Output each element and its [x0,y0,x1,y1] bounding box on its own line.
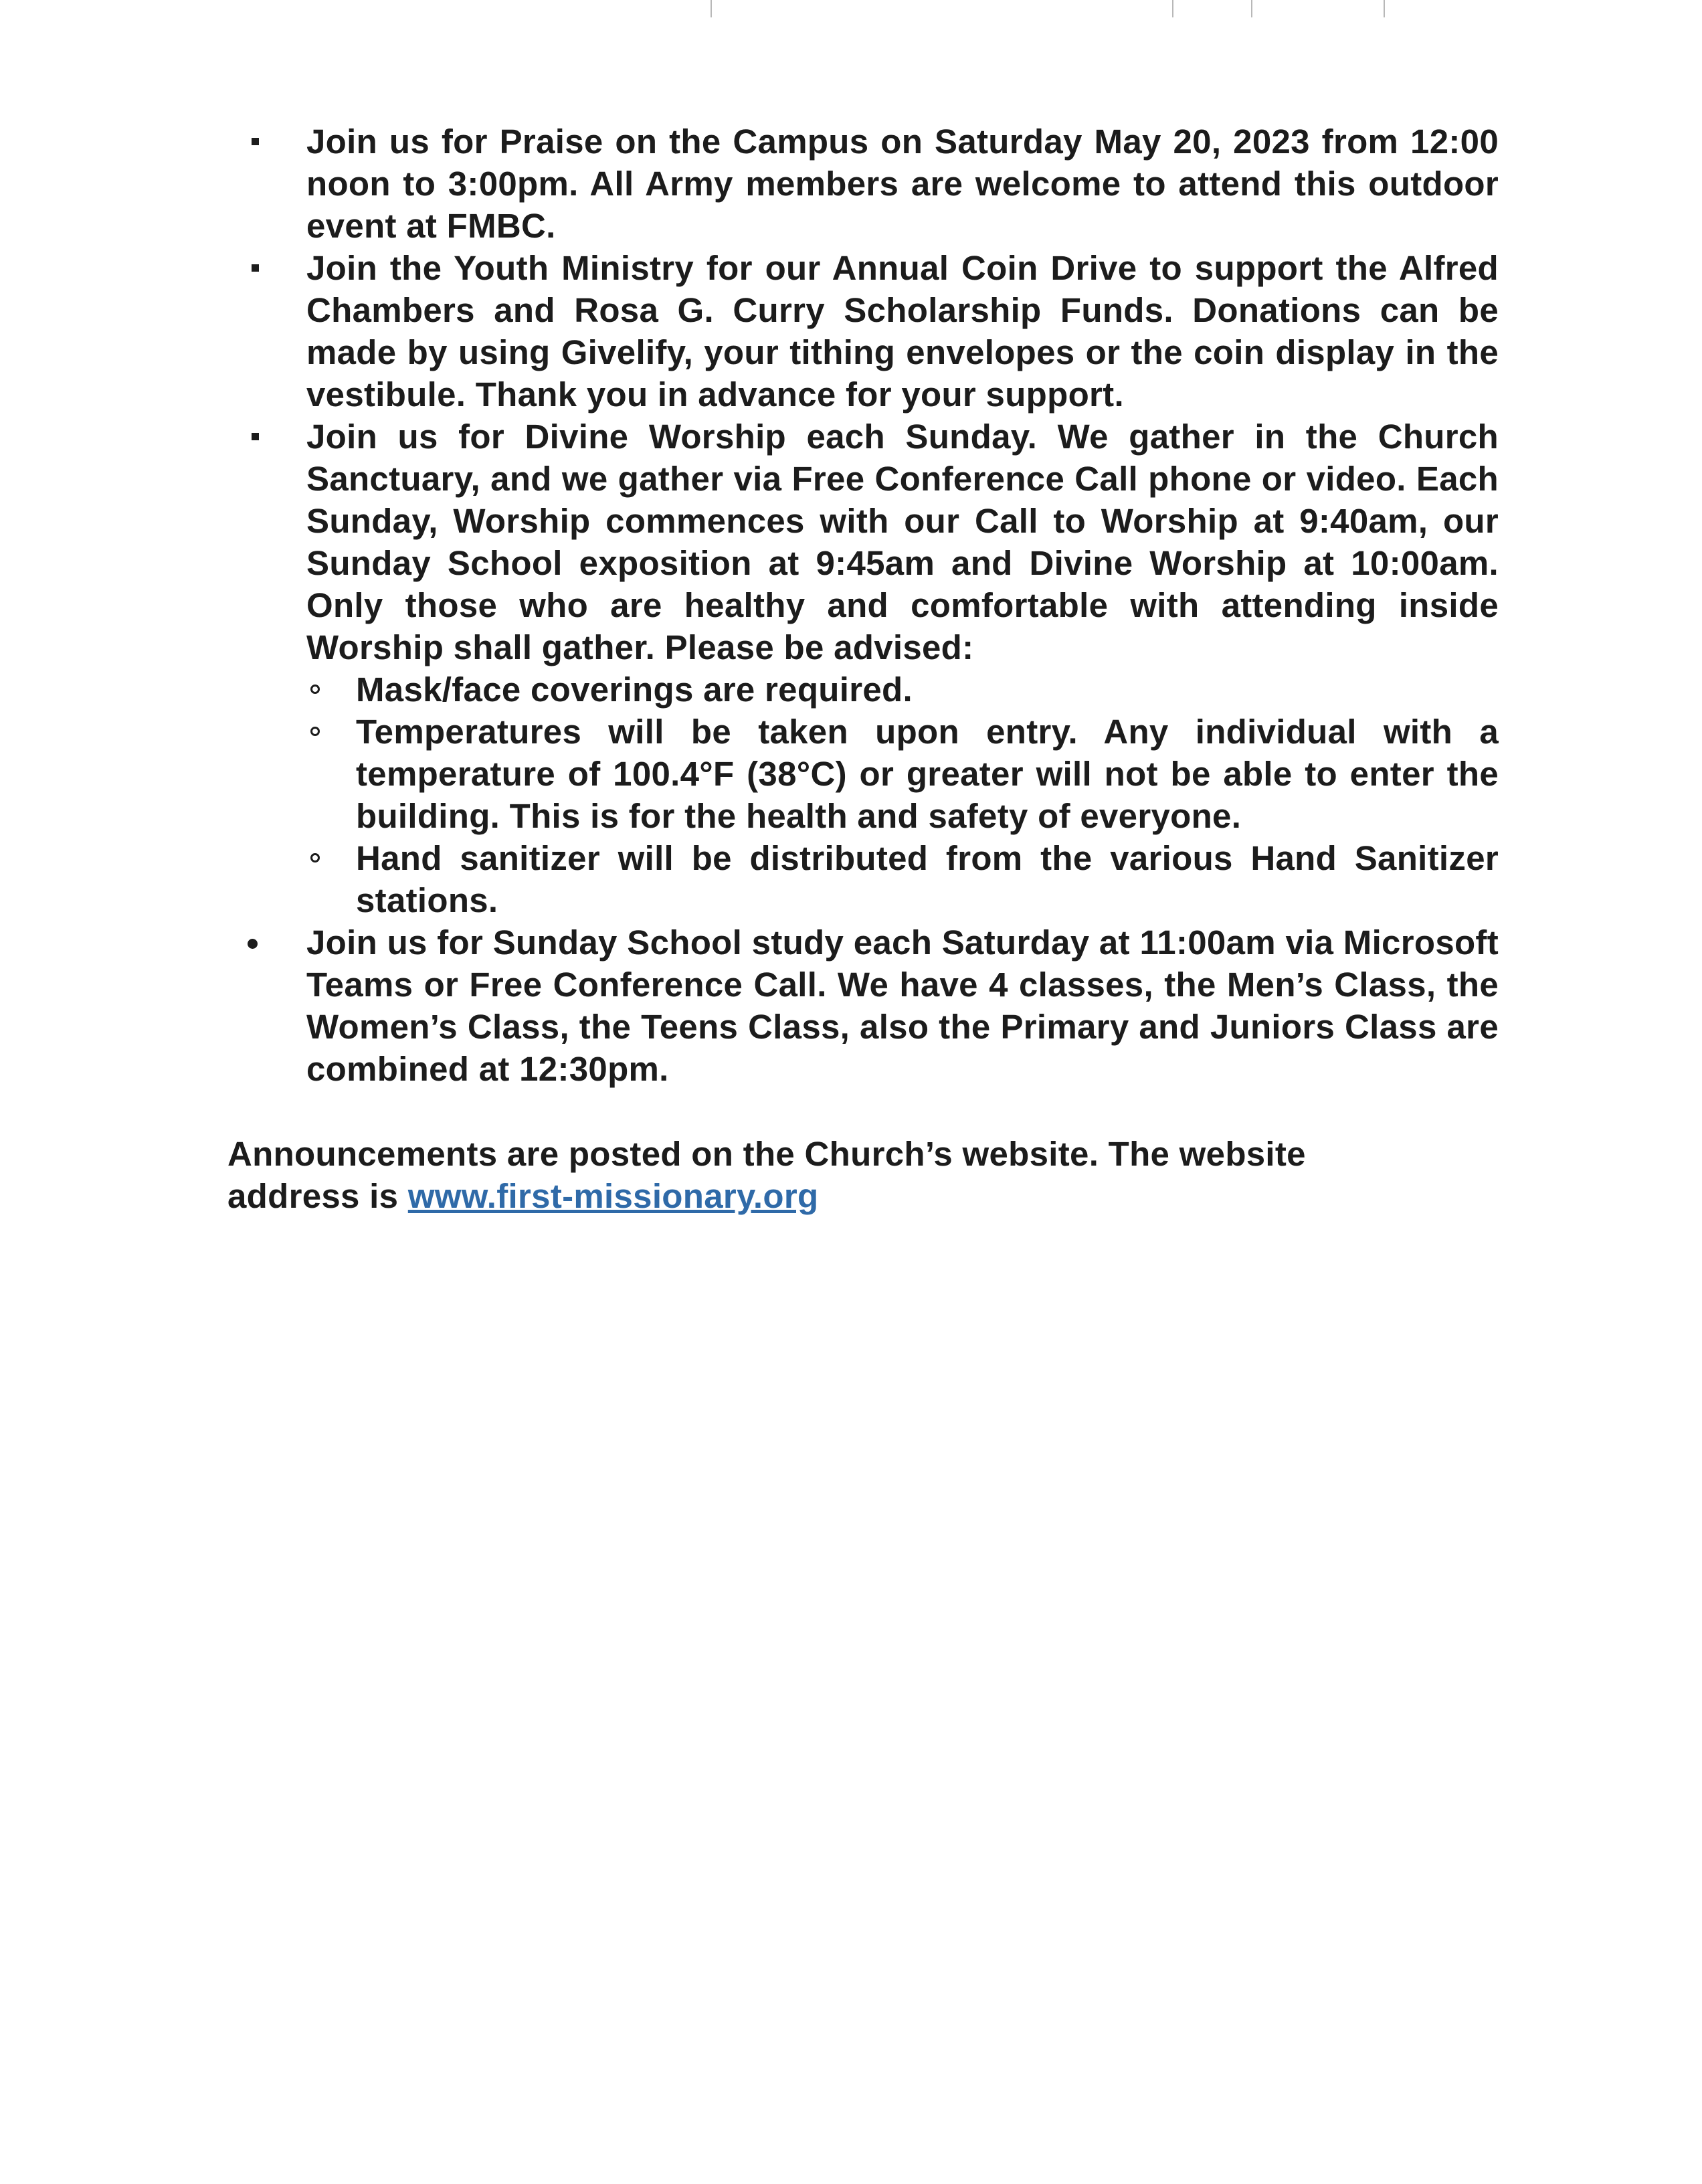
circle-bullet-icon [310,727,320,736]
square-bullet-icon [252,433,259,440]
square-bullet-icon [252,264,259,272]
list-item [227,921,1499,1090]
list-item [227,247,1499,416]
list-item [306,837,1499,921]
website-notice-text: Announcements are posted on the Church’s website. The website address is [227,1135,1306,1215]
list-item [227,416,1499,921]
circle-bullet-icon [310,853,320,862]
guideline-hand-sanitizer: Hand sanitizer will be distributed from the various Hand Sanitizer stations. [356,839,1499,919]
scan-artifact [1172,0,1173,17]
round-bullet-icon [248,939,258,949]
announcement-list [227,120,1499,1090]
list-item [306,711,1499,837]
list-item [227,120,1499,247]
scan-artifact [1251,0,1252,17]
list-item [306,668,1499,711]
guideline-masks: Mask/face coverings are required. [356,670,913,709]
circle-bullet-icon [310,685,320,694]
announcements-body [227,120,1499,1217]
website-link[interactable]: www.first-missionary.org [407,1177,819,1215]
square-bullet-icon [252,138,259,145]
scan-artifact [711,0,712,17]
website-notice [227,1133,1365,1217]
guideline-temperature: Temperatures will be taken upon entry. Any individual with a temperature of 100.4°F (38°C) or greater will not be able to enter the building. This is for the health and safety of everyone. [356,713,1499,835]
scan-artifact [1384,0,1385,17]
announcement-coin-drive: Join the Youth Ministry for our Annual Coin Drive to support the Alfred Chambers and Rosa G. Curry Scholarship Funds. Donations can be made by using Givelify, your tithing envelopes or the coin display in the vestibule. Thank you in advance for your support. [306,249,1499,414]
announcement-sunday-school: Join us for Sunday School study each Saturday at 11:00am via Microsoft Teams or Free Conference Call. We have 4 classes, the Men’s Class, the Women’s Class, the Teens Class, also the Primary and Juniors Class are combined at 12:30pm. [306,923,1499,1088]
announcement-praise-on-campus: Join us for Praise on the Campus on Saturday May 20, 2023 from 12:00 noon to 3:00pm. All Army members are welcome to attend this outdoor event at FMBC. [306,122,1499,245]
worship-guidelines-list [306,668,1499,921]
announcement-divine-worship: Join us for Divine Worship each Sunday. We gather in the Church Sanctuary, and we gather via Free Conference Call phone or video. Each Sunday, Worship commences with our Call to Worship at 9:40am, our Sunday School exposition at 9:45am and Divine Worship at 10:00am. Only those who are healthy and comfortable with attending inside Worship shall gather. Please be advised: [306,418,1499,666]
